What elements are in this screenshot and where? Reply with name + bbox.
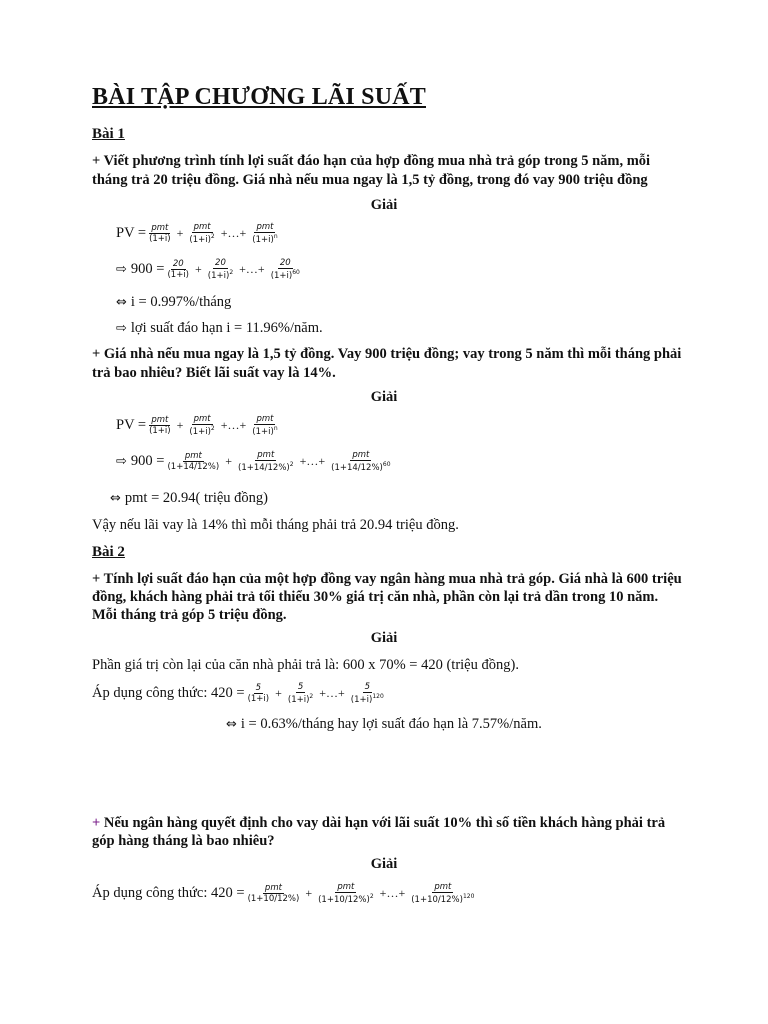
- bai2-question2-line2: góp hàng tháng là bao nhiêu?: [92, 833, 275, 849]
- bai1-conclusion: Vậy nếu lãi vay là 14% thì mỗi tháng phải trả 20.94 triệu đồng.: [92, 517, 459, 533]
- implies-arrow-icon: ⇨: [116, 261, 127, 277]
- pv-formula: PV = $\frac{\text{pmt}}{(1+i)}$ + $\frac{\text{pmt}}{(1+i)^2}$ +…+ $\frac{\text{pmt}}{(1+i)^n}$: [116, 222, 278, 245]
- equation-900-pmt: ⇨ 900 = $\frac{\text{pmt}}{(1+14/12\%)}$ + $\frac{\text{pmt}}{(1+14/12\%)^2}$ +…+ $\frac{\text{pmt}}{(1+14/12\%)^{60}}$: [116, 450, 391, 473]
- solution-label: Giải: [370, 197, 398, 213]
- bai2-answer-rate: ⇔ i = 0.63%/tháng hay lợi suất đáo hạn là 7.57%/năm.: [226, 716, 542, 732]
- solution-label: Giải: [370, 630, 398, 646]
- implies-arrow-icon: ⇨: [116, 321, 127, 336]
- bai1-question1-line2: tháng trả 20 triệu đồng. Giá nhà nếu mua ngay là 1,5 tỷ đồng, trong đó vay 900 triệu đồng: [92, 172, 648, 188]
- pv-lhs: PV =: [116, 224, 147, 241]
- bai2-question2-line1: + Nếu ngân hàng quyết định cho vay dài hạn với lãi suất 10% thì số tiền khách hàng phải trả: [92, 815, 666, 831]
- answer-yearly-rate: ⇨ lợi suất đáo hạn i = 11.96%/năm.: [116, 320, 323, 336]
- bai2-question1-line3: Mỗi tháng trả góp 5 triệu đồng.: [92, 607, 287, 623]
- equation-900-20: ⇨ 900 = $\frac{20}{(1+i)}$ + $\frac{20}{(1+i)^2}$ +…+ $\frac{20}{(1+i)^{60}}$: [116, 258, 300, 281]
- bai2-formula-420-5: Áp dụng công thức: 420 = $\frac{5}{(1+i)}$ + $\frac{5}{(1+i)^2}$ +…+ $\frac{5}{(1+i)^{120}}$: [92, 682, 384, 705]
- bai1-question1-line1: + Viết phương trình tính lợi suất đáo hạn của hợp đồng mua nhà trả góp trong 5 năm, mỗi: [92, 153, 651, 169]
- bai2-question1-line2: đồng, khách hàng phải trả tối thiểu 30% giá trị căn nhà, phần còn lại trả dần trong 10 năm.: [92, 589, 659, 605]
- bai2-formula-420-pmt: Áp dụng công thức: 420 = $\frac{\text{pmt}}{(1+10/12\%)}$ + $\frac{\text{pmt}}{(1+10/12\%)^2}$ +…+ $\frac{\text{pmt}}{(1+10/12\%)^{120}}$: [92, 882, 475, 905]
- answer-pmt: ⇔ pmt = 20.94( triệu đồng): [110, 490, 268, 506]
- equivalent-arrow-icon: ⇔: [116, 295, 127, 310]
- bai2-question1-line1: + Tính lợi suất đáo hạn của một hợp đồng vay ngân hàng mua nhà trả góp. Giá nhà là 600 triệu: [92, 571, 682, 587]
- section-heading-bai1: Bài 1: [92, 126, 125, 142]
- implies-arrow-icon: ⇨: [116, 453, 127, 469]
- solution-label: Giải: [370, 389, 398, 405]
- equivalent-arrow-icon: ⇔: [110, 491, 121, 506]
- answer-monthly-rate: ⇔ i = 0.997%/tháng: [116, 294, 232, 310]
- pv-formula-2: PV = $\frac{\text{pmt}}{(1+i)}$ + $\frac{\text{pmt}}{(1+i)^2}$ +…+ $\frac{\text{pmt}}{(1+i)^n}$: [116, 414, 278, 437]
- solution-label: Giải: [370, 856, 398, 872]
- bai1-question2-line2: trả bao nhiêu? Biết lãi suất vay là 14%.: [92, 365, 336, 381]
- equivalent-arrow-icon: ⇔: [226, 717, 237, 732]
- bai1-question2-line1: + Giá nhà nếu mua ngay là 1,5 tỷ đồng. Vay 900 triệu đồng; vay trong 5 năm thì mỗi tháng phải: [92, 346, 682, 362]
- page-title: BÀI TẬP CHƯƠNG LÃI SUẤT: [92, 84, 426, 110]
- bai2-remaining-value: Phần giá trị còn lại của căn nhà phải trả là: 600 x 70% = 420 (triệu đồng).: [92, 657, 519, 673]
- section-heading-bai2: Bài 2: [92, 544, 125, 560]
